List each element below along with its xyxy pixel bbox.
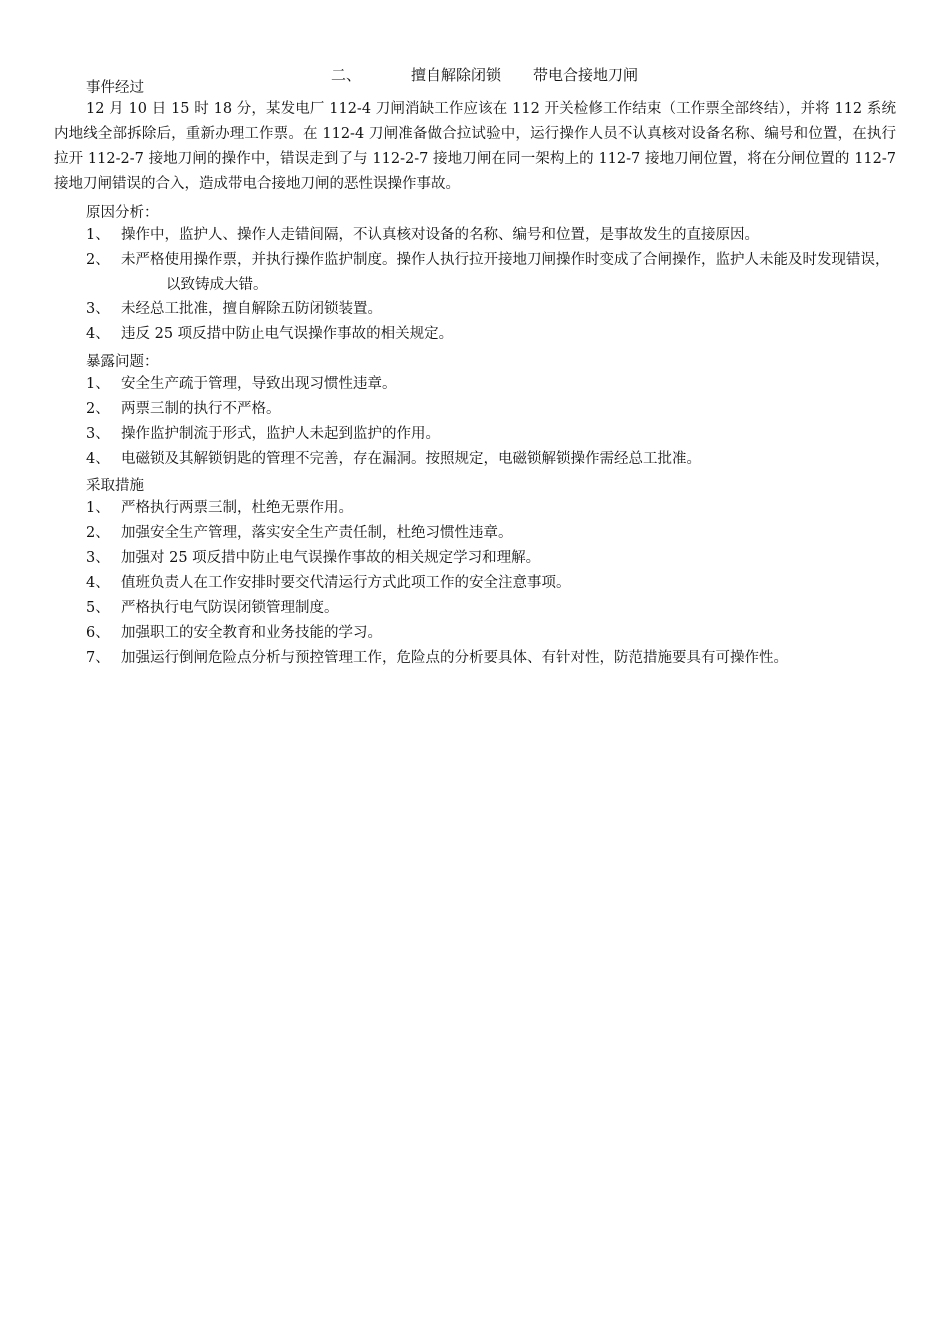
item-text: 加强运行倒闸危险点分析与预控管理工作，危险点的分析要具体、有针对性，防范措施要具有可操作性。 [121, 650, 788, 666]
item-text: 电磁锁及其解锁钥匙的管理不完善，存在漏洞。按照规定，电磁锁解锁操作需经总工批准。 [121, 451, 701, 467]
exposed-heading: 暴露问题： [86, 354, 159, 370]
cause-item [86, 322, 896, 347]
item-text: 加强职工的安全教育和业务技能的学习。 [121, 625, 382, 641]
item-text: 未经总工批准，擅自解除五防闭锁装置。 [121, 301, 382, 317]
measures-heading: 采取措施 [86, 478, 144, 494]
item-text: 值班负责人在工作安排时要交代清运行方式此项工作的安全注意事项。 [121, 575, 571, 591]
item-number: 1、 [86, 500, 110, 516]
cause-heading: 原因分析： [86, 205, 159, 221]
item-text: 操作中，监护人、操作人走错间隔，不认真核对设备的名称、编号和位置，是事故发生的直接原因。 [121, 227, 759, 243]
item-number: 5、 [86, 600, 110, 616]
item-number: 2、 [86, 252, 110, 268]
exposed-item [86, 372, 896, 397]
item-number: 4、 [86, 326, 110, 342]
item-text: 严格执行两票三制，杜绝无票作用。 [121, 500, 353, 516]
item-text: 严格执行电气防误闭锁管理制度。 [121, 600, 339, 616]
item-text: 加强安全生产管理，落实安全生产责任制，杜绝习惯性违章。 [121, 525, 513, 541]
measures-item [86, 546, 896, 571]
item-number: 3、 [86, 426, 110, 442]
measures-item [86, 621, 896, 646]
item-number: 6、 [86, 625, 110, 641]
event-heading: 事件经过 [86, 80, 144, 96]
item-text: 两票三制的执行不严格。 [121, 401, 281, 417]
cause-item [86, 223, 896, 248]
measures-item [86, 521, 896, 546]
exposed-item [86, 397, 896, 422]
measures-item [86, 596, 896, 621]
item-number: 2、 [86, 401, 110, 417]
item-text: 加强对 25 项反措中防止电气误操作事故的相关规定学习和理解。 [121, 550, 541, 566]
item-text: 违反 25 项反措中防止电气误操作事故的相关规定。 [121, 326, 454, 342]
exposed-item [86, 447, 896, 472]
cause-item [86, 297, 896, 322]
item-number: 1、 [86, 227, 110, 243]
item-number: 4、 [86, 451, 110, 467]
measures-item [86, 571, 896, 596]
title-part-2: 带电合接地刀闸 [533, 66, 639, 84]
item-number: 2、 [86, 525, 110, 541]
cause-item [86, 248, 896, 298]
item-number: 7、 [86, 650, 110, 666]
event-paragraph: 12 月 10 日 15 时 18 分，某发电厂 112-4 刀闸消缺工作应该在 112 开关检修工作结束（工作票全部终结），并将 112 系统内地线全部拆除后，重新办理工作票。在 112-4 刀闸准备做合拉试验中，运行操作人员不认真核对设备名称、编号和位置，在执行拉开 112-2-7 接地刀闸的操作中，错误走到了与 112-2-7 接地刀闸在同一架构上的 112-7 接地刀闸位置，将在分闸位置的 112-7 接地刀闸错误的合入，造成带电合接地刀闸的恶性误操作事故。 [54, 101, 896, 192]
title-number: 二、 [331, 66, 362, 84]
item-text: 未严格使用操作票，并执行操作监护制度。操作人执行拉开接地刀闸操作时变成了合闸操作，监护人未能及时发现错误，以致铸成大错。 [121, 252, 890, 293]
item-number: 3、 [86, 301, 110, 317]
item-text: 操作监护制流于形式，监护人未起到监护的作用。 [121, 426, 440, 442]
item-number: 3、 [86, 550, 110, 566]
title-part-1: 擅自解除闭锁 [411, 66, 502, 84]
exposed-item [86, 422, 896, 447]
measures-item [86, 496, 896, 521]
item-number: 1、 [86, 376, 110, 392]
item-number: 4、 [86, 575, 110, 591]
measures-item [86, 646, 896, 671]
item-text: 安全生产疏于管理，导致出现习惯性违章。 [121, 376, 397, 392]
